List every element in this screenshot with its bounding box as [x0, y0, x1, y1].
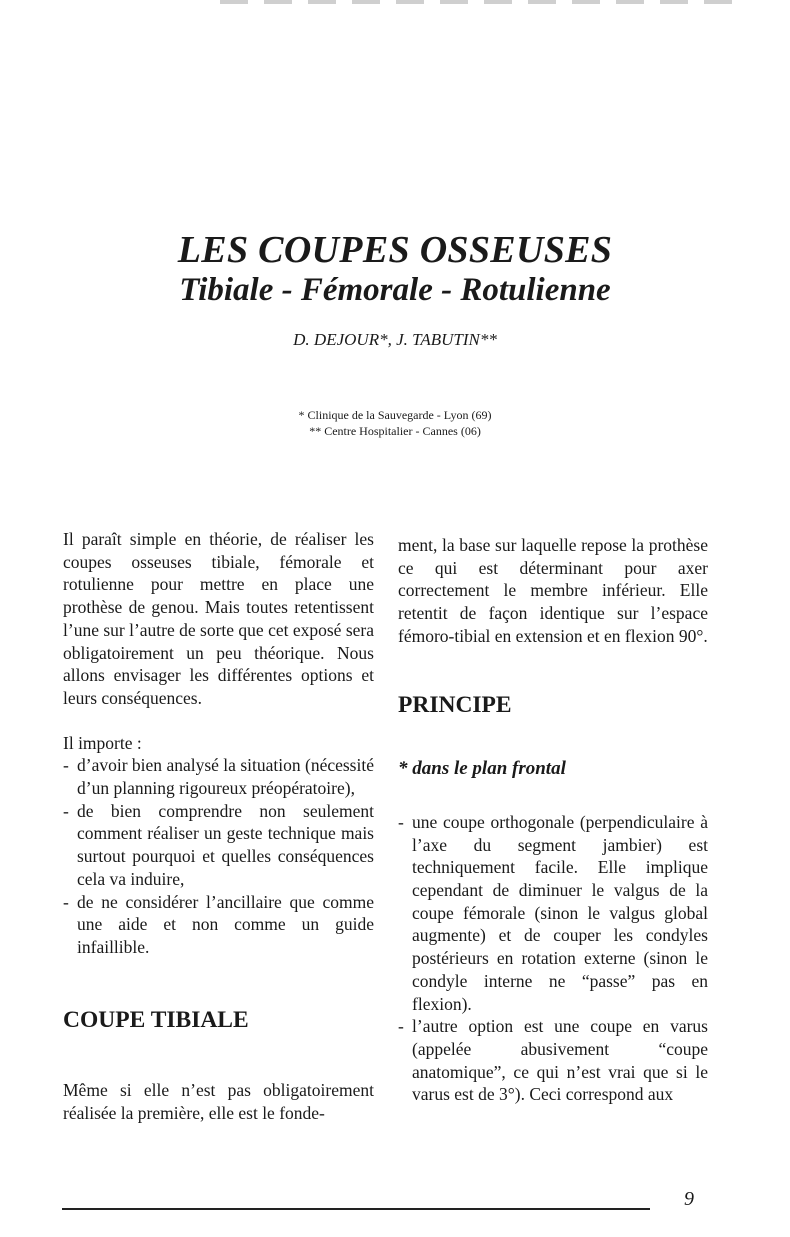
- list-item: - l’autre option est une coupe en varus (appelée abusivement “coupe anatomique”, ce qui n’est vrai que si le varus est de 3°). Ceci correspond aux: [398, 1015, 708, 1106]
- importe-label: Il importe :: [63, 732, 142, 753]
- article-subtitle: Tibiale - Fémorale - Rotulienne: [179, 272, 611, 308]
- list-item: - de ne considérer l’ancillaire que comme une aide et non comme un guide infaillible.: [63, 891, 374, 959]
- list-item: - de bien comprendre non seulement comment réaliser un geste technique mais surtout pourquoi et quelles conséquences cela va induire,: [63, 800, 374, 891]
- list-item: - une coupe orthogonale (perpendiculaire à l’axe du segment jambier) est techniquement facile. Elle implique cependant de diminuer le valgus de la coupe fémorale (sinon le valgus global augmente) et de couper les condyles postérieurs en rotation externe (sinon le condyle interne ne “passe” pas en flexion).: [398, 811, 708, 1015]
- importe-list: [63, 754, 374, 958]
- affiliation-2: ** Centre Hospitalier - Cannes (06): [309, 424, 481, 438]
- list-item: - d’avoir bien analysé la situation (nécessité d’un planning rigoureux préopératoire),: [63, 754, 374, 799]
- continuation-paragraph: ment, la base sur laquelle repose la prothèse ce qui est déterminant pour axer correctement le membre inférieur. Elle retentit de façon identique sur l’espace fémoro-tibial en extension et en flexion 90°.: [398, 535, 708, 646]
- affiliation-1: * Clinique de la Sauvegarde - Lyon (69): [298, 408, 492, 422]
- subsection-heading-plan-frontal: * dans le plan frontal: [398, 758, 566, 780]
- intro-paragraph: Il paraît simple en théorie, de réaliser les coupes osseuses tibiale, fémorale et rotulienne pour mettre en place une prothèse de genou. Mais toutes retentissent l’une sur l’autre de sorte que cet exposé sera obligatoirement un peu théorique. Nous allons envisager les différentes options et leurs conséquences.: [63, 529, 374, 708]
- footer-rule: [62, 1208, 650, 1210]
- right-column: [398, 534, 708, 1106]
- coupe-tibiale-paragraph: Même si elle n’est pas obligatoirement réalisée la première, elle est le fonde-: [63, 1080, 374, 1124]
- article-title: LES COUPES OSSEUSES: [177, 229, 613, 271]
- left-column: [63, 528, 374, 1125]
- top-decorative-rule: [220, 0, 740, 4]
- page-number: 9: [684, 1188, 694, 1210]
- principe-list: [398, 811, 708, 1106]
- section-heading-coupe-tibiale: COUPE TIBIALE: [63, 1006, 249, 1033]
- authors: D. DEJOUR*, J. TABUTIN**: [293, 330, 497, 349]
- section-heading-principe: PRINCIPE: [398, 691, 512, 718]
